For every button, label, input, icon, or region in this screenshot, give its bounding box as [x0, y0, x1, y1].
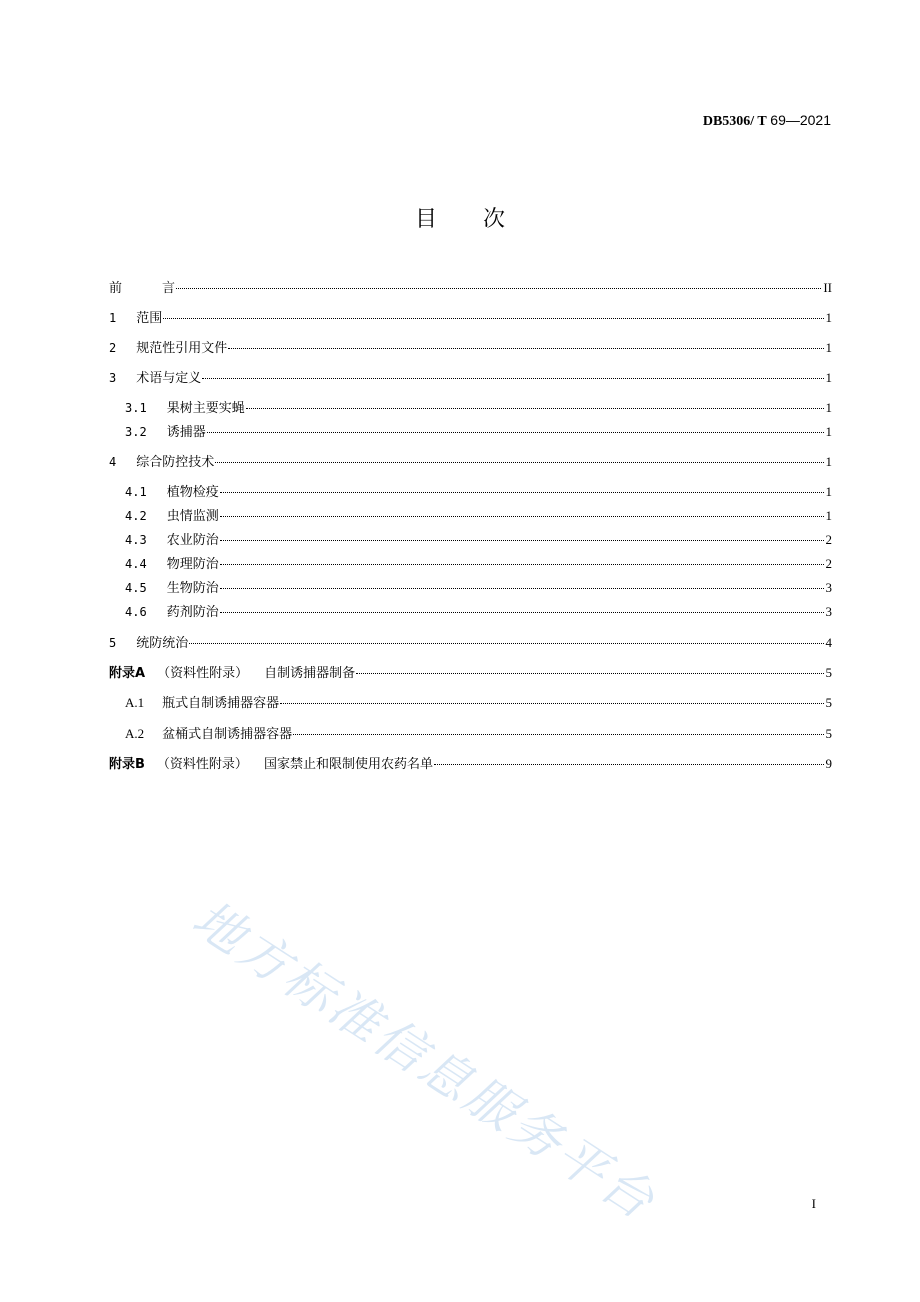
toc-leader	[246, 408, 824, 409]
toc-entry-4[interactable]	[109, 452, 832, 472]
toc-entry-a-2[interactable]	[125, 724, 832, 744]
toc-page-number: 1	[825, 400, 832, 415]
toc-title: 目次	[414, 207, 551, 232]
toc-entry-number: A.2	[125, 726, 145, 741]
toc-entry-text: 盆桶式自制诱捕器容器	[162, 727, 293, 742]
toc-entry-4-5[interactable]	[125, 578, 832, 598]
toc-entry-number: A.1	[125, 695, 145, 710]
toc-leader	[280, 703, 823, 704]
toc-entry-text: 统防统治	[136, 636, 189, 651]
toc-appendix-type: （资料性附录）	[157, 666, 249, 681]
toc-leader	[434, 764, 824, 765]
toc-page-number: 9	[825, 756, 832, 771]
toc-entry-text: 范围	[136, 311, 163, 326]
toc-page-number: 4	[825, 635, 832, 650]
toc-page-number: 1	[825, 454, 832, 469]
toc-entry-number: 4.2	[125, 509, 147, 523]
toc-entry-3-2[interactable]	[125, 422, 832, 442]
toc-leader	[220, 588, 824, 589]
toc-entry-appendix-a[interactable]	[109, 663, 832, 683]
toc-leader	[293, 734, 823, 735]
toc-page-number: 3	[825, 580, 832, 595]
toc-page-number: 1	[825, 508, 832, 523]
toc-entry-number: 4.4	[125, 557, 147, 571]
toc-entry-text: 果树主要实蝇	[166, 401, 245, 416]
toc-page-number: 1	[825, 370, 832, 385]
toc-page-number: 3	[825, 604, 832, 619]
document-code	[703, 112, 831, 130]
toc-leader	[189, 643, 823, 644]
toc-entry-text: 规范性引用文件	[136, 341, 228, 356]
toc-leader	[163, 318, 823, 319]
toc-entry-4-3[interactable]	[125, 530, 832, 550]
toc-entry-text: 物理防治	[166, 557, 219, 572]
toc-page-number: 2	[825, 556, 832, 571]
watermark-text: 地方标准信息服务平台	[182, 889, 667, 1232]
toc-entry-a-1[interactable]	[125, 693, 832, 713]
toc-page-number: 1	[825, 484, 832, 499]
toc-entry-2[interactable]	[109, 338, 832, 358]
toc-entry-number: 4.1	[125, 485, 147, 499]
toc-page-number: 5	[825, 695, 832, 710]
toc-entry-number: 3.1	[125, 401, 147, 415]
toc-leader	[220, 540, 824, 541]
toc-entry-foreword[interactable]	[109, 278, 832, 298]
document-code-number: 69—2021	[770, 112, 831, 128]
toc-entry-text: 虫情监测	[166, 509, 219, 524]
toc-entry-4-6[interactable]	[125, 602, 832, 622]
toc-appendix-type: （资料性附录）	[156, 757, 248, 772]
toc-entry-3[interactable]	[109, 368, 832, 388]
toc-page-number: 1	[825, 424, 832, 439]
toc-page-number: 5	[825, 665, 832, 680]
toc-appendix-label: 附录A	[109, 666, 146, 681]
toc-page-number: 5	[825, 726, 832, 741]
toc-leader	[207, 432, 824, 433]
toc-appendix-label: 附录B	[109, 757, 145, 772]
toc-leader	[220, 516, 824, 517]
toc-page-number: 1	[825, 310, 832, 325]
toc-entry-number: 4	[109, 455, 117, 469]
toc-page-number: 2	[825, 532, 832, 547]
toc-entry-number: 4.5	[125, 581, 147, 595]
toc-entry-text: 植物检疫	[166, 485, 219, 500]
toc-leader	[215, 462, 823, 463]
toc-leader	[202, 378, 823, 379]
toc-entry-appendix-b[interactable]	[109, 754, 832, 774]
toc-entry-4-2[interactable]	[125, 506, 832, 526]
toc-page-number: II	[823, 280, 832, 295]
toc-entry-text: 自制诱捕器制备	[264, 666, 356, 681]
toc-entry-number: 4.6	[125, 605, 147, 619]
toc-entry-number: 4.3	[125, 533, 147, 547]
footer-page-number: I	[811, 1196, 816, 1211]
toc-entry-label-2: 言	[162, 281, 176, 296]
toc-entry-3-1[interactable]	[125, 398, 832, 418]
toc-entry-number: 5	[109, 636, 117, 650]
toc-leader	[356, 673, 823, 674]
toc-entry-5[interactable]	[109, 633, 832, 653]
toc-entry-1[interactable]	[109, 308, 832, 328]
toc-entry-4-4[interactable]	[125, 554, 832, 574]
toc-leader	[220, 492, 824, 493]
toc-entry-text: 综合防控技术	[136, 455, 215, 470]
toc-page-number: 1	[825, 340, 832, 355]
toc-entry-text: 术语与定义	[136, 371, 202, 386]
toc-entry-text: 药剂防治	[166, 605, 219, 620]
toc-entry-number: 1	[109, 311, 117, 325]
toc-entry-text: 生物防治	[166, 581, 219, 596]
toc-leader	[220, 612, 824, 613]
toc-entry-4-1[interactable]	[125, 482, 832, 502]
toc-entry-text: 瓶式自制诱捕器容器	[162, 696, 280, 711]
toc-entry-text: 诱捕器	[166, 425, 206, 440]
toc-entry-number: 3	[109, 371, 117, 385]
toc-entry-number: 2	[109, 341, 117, 355]
toc-leader	[228, 348, 823, 349]
toc-entry-label: 前	[109, 281, 123, 296]
toc-entry-number: 3.2	[125, 425, 147, 439]
toc-leader	[220, 564, 824, 565]
toc-entry-text: 农业防治	[166, 533, 219, 548]
document-code-prefix: DB5306/ T	[702, 114, 767, 129]
toc-leader	[176, 288, 821, 289]
toc-entry-text: 国家禁止和限制使用农药名单	[263, 757, 433, 772]
